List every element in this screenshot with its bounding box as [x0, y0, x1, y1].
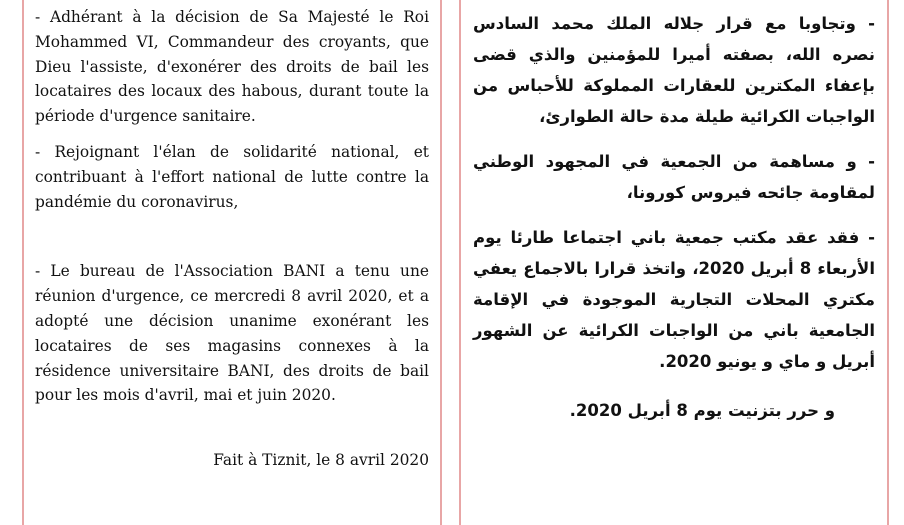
- french-paragraph-1: - Adhérant à la décision de Sa Majesté le Roi Mohammed VI, Commandeur des croyants, que Dieu l'assiste, d'exonérer des droits de bail les locataires des locaux des habous, durant toute la période d'urgence sanitaire.: [35, 8, 429, 126]
- french-paragraph-2: - Rejoignant l'élan de solidarité national, et contribuant à l'effort national de lutte contre la pandémie du coronavirus,: [35, 142, 429, 211]
- french-paragraph-3: - Le bureau de l'Association BANI a tenu une réunion d'urgence, ce mercredi 8 avril 2020, et a adopté une décision unanime exonérant les locataires de ses magasins connexes à la résidence universitaire BANI, des droits de bail pour les mois d'avril, mai et juin 2020.: [35, 262, 429, 405]
- french-column: [22, 0, 442, 525]
- arabic-paragraph-2: - و مساهمة من الجمعية في المجهود الوطني لمقاومة جائحه فيروس كورونا،: [473, 152, 875, 202]
- arabic-column: [459, 0, 889, 525]
- arabic-signature: و حرر بتزنيت يوم 8 أبريل 2020.: [569, 401, 835, 420]
- french-signature: Fait à Tiznit, le 8 avril 2020: [213, 451, 429, 470]
- arabic-paragraph-3: - فقد عقد مكتب جمعية باني اجتماعا طارئا يوم الأربعاء 8 أبريل 2020، واتخذ قرارا بالاجماع يعفي مكتري المحلات التجارية الموجودة في الإقامة الجامعية باني من الواجبات الكرائية عن الشهور أبريل و ماي و يونيو 2020.: [473, 228, 876, 371]
- arabic-paragraph-1: - وتجاوبا مع قرار جلاله الملك محمد السادس نصره الله، بصفته أميرا للمؤمنين والذي قضى بإعفاء المكترين للعقارات المملوكة للأحباس من الواجبات الكرائية طيلة مدة حالة الطوارئ،: [473, 14, 875, 126]
